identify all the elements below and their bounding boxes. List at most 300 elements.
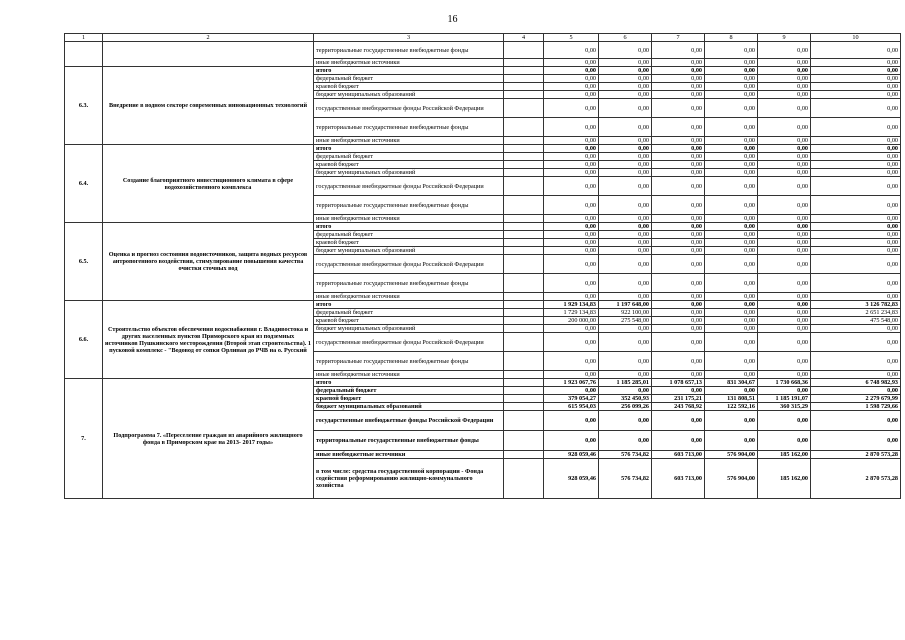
amount-cell: 0,00	[705, 247, 758, 255]
amount-cell: 0,00	[705, 255, 758, 274]
amount-cell: 0,00	[758, 153, 811, 161]
funding-source: территориальные государственные внебюджетные фонды	[314, 431, 504, 451]
amount-cell: 0,00	[652, 293, 705, 301]
amount-cell: 0,00	[758, 431, 811, 451]
amount-cell: 0,00	[652, 153, 705, 161]
funding-source: итого	[314, 145, 504, 153]
amount-cell: 0,00	[599, 223, 652, 231]
amount-cell: 0,00	[544, 99, 599, 118]
amount-cell: 0,00	[705, 274, 758, 293]
amount-cell: 0,00	[599, 231, 652, 239]
amount-cell: 0,00	[652, 42, 705, 59]
funding-source: итого	[314, 379, 504, 387]
item-code: 6.5.	[65, 223, 103, 301]
amount-cell: 0,00	[544, 118, 599, 137]
amount-cell: 0,00	[599, 177, 652, 196]
amount-cell: 0,00	[758, 325, 811, 333]
amount-cell: 0,00	[599, 387, 652, 395]
amount-cell: 1 185 191,07	[758, 395, 811, 403]
amount-cell: 1 197 648,00	[599, 301, 652, 309]
amount-cell: 0,00	[544, 215, 599, 223]
amount-cell: 0,00	[544, 42, 599, 59]
column-4-cell	[504, 403, 544, 411]
amount-cell: 0,00	[758, 137, 811, 145]
item-title: Подпрограмма 7. «Переселение граждан из аварийного жилищного фонда в Приморском крае на 2013- 2017 годы»	[103, 379, 314, 499]
column-number: 7	[652, 34, 705, 42]
funding-source: государственные внебюджетные фонды Российской Федерации	[314, 177, 504, 196]
amount-cell: 243 768,92	[652, 403, 705, 411]
column-4-cell	[504, 161, 544, 169]
column-4-cell	[504, 352, 544, 371]
amount-cell: 0,00	[544, 223, 599, 231]
amount-cell: 0,00	[544, 325, 599, 333]
column-4-cell	[504, 333, 544, 352]
amount-cell: 0,00	[652, 118, 705, 137]
funding-source: федеральный бюджет	[314, 153, 504, 161]
amount-cell: 615 954,03	[544, 403, 599, 411]
amount-cell: 1 929 134,83	[544, 301, 599, 309]
amount-cell: 0,00	[652, 161, 705, 169]
amount-cell: 3 126 782,83	[811, 301, 901, 309]
amount-cell: 0,00	[652, 325, 705, 333]
column-number: 9	[758, 34, 811, 42]
amount-cell: 0,00	[599, 75, 652, 83]
amount-cell: 0,00	[544, 196, 599, 215]
amount-cell: 0,00	[544, 431, 599, 451]
column-number: 8	[705, 34, 758, 42]
funding-source: бюджет муниципальных образований	[314, 169, 504, 177]
amount-cell: 928 059,46	[544, 451, 599, 459]
amount-cell: 0,00	[652, 255, 705, 274]
amount-cell: 0,00	[811, 99, 901, 118]
funding-source: в том числе: средства государственной корпорации - Фонда содействия реформированию жилищно-коммунального хозяйства	[314, 459, 504, 499]
column-4-cell	[504, 301, 544, 309]
funding-table	[64, 33, 901, 499]
amount-cell: 0,00	[652, 411, 705, 431]
amount-cell: 0,00	[544, 67, 599, 75]
amount-cell: 928 059,46	[544, 459, 599, 499]
column-4-cell	[504, 67, 544, 75]
amount-cell: 0,00	[599, 431, 652, 451]
amount-cell: 1 185 285,01	[599, 379, 652, 387]
amount-cell: 0,00	[705, 99, 758, 118]
item-title: Внедрение в водном секторе современных инновационных технологий	[103, 67, 314, 145]
amount-cell: 0,00	[652, 352, 705, 371]
funding-source: государственные внебюджетные фонды Российской Федерации	[314, 411, 504, 431]
amount-cell: 0,00	[758, 293, 811, 301]
amount-cell: 0,00	[758, 118, 811, 137]
funding-source: краевой бюджет	[314, 317, 504, 325]
amount-cell: 831 304,67	[705, 379, 758, 387]
funding-source: федеральный бюджет	[314, 309, 504, 317]
amount-cell: 0,00	[758, 231, 811, 239]
amount-cell: 0,00	[599, 59, 652, 67]
amount-cell: 0,00	[652, 317, 705, 325]
amount-cell: 275 548,00	[599, 317, 652, 325]
amount-cell: 2 870 573,28	[811, 459, 901, 499]
amount-cell: 0,00	[705, 223, 758, 231]
amount-cell: 0,00	[599, 67, 652, 75]
amount-cell: 0,00	[705, 411, 758, 431]
amount-cell: 0,00	[652, 431, 705, 451]
column-4-cell	[504, 411, 544, 431]
funding-source: итого	[314, 67, 504, 75]
funding-source: территориальные государственные внебюджетные фонды	[314, 352, 504, 371]
funding-source: итого	[314, 223, 504, 231]
column-4-cell	[504, 387, 544, 395]
item-title: Оценка и прогноз состояния водоисточников, защита водных ресурсов антропогенного воздействия, стимулирование повышения качества очистки сточных вод	[103, 223, 314, 301]
amount-cell: 0,00	[758, 223, 811, 231]
column-4-cell	[504, 239, 544, 247]
table-row	[65, 379, 901, 387]
amount-cell: 0,00	[599, 333, 652, 352]
amount-cell: 0,00	[758, 411, 811, 431]
table-body	[65, 34, 901, 499]
column-4-cell	[504, 91, 544, 99]
amount-cell: 0,00	[811, 83, 901, 91]
amount-cell: 0,00	[652, 387, 705, 395]
funding-source: территориальные государственные внебюджетные фонды	[314, 118, 504, 137]
funding-source: государственные внебюджетные фонды Российской Федерации	[314, 333, 504, 352]
amount-cell: 0,00	[599, 215, 652, 223]
amount-cell: 0,00	[652, 91, 705, 99]
amount-cell: 2 279 679,99	[811, 395, 901, 403]
amount-cell: 0,00	[758, 239, 811, 247]
amount-cell: 0,00	[544, 274, 599, 293]
amount-cell: 0,00	[544, 293, 599, 301]
amount-cell: 0,00	[599, 352, 652, 371]
amount-cell: 6 748 982,93	[811, 379, 901, 387]
amount-cell: 0,00	[705, 67, 758, 75]
amount-cell: 576 904,00	[705, 451, 758, 459]
amount-cell: 122 592,16	[705, 403, 758, 411]
amount-cell: 0,00	[811, 325, 901, 333]
amount-cell: 0,00	[705, 145, 758, 153]
amount-cell: 0,00	[705, 301, 758, 309]
amount-cell: 200 000,00	[544, 317, 599, 325]
item-title	[103, 42, 314, 67]
column-4-cell	[504, 215, 544, 223]
amount-cell: 0,00	[811, 387, 901, 395]
amount-cell: 0,00	[811, 215, 901, 223]
amount-cell: 0,00	[758, 169, 811, 177]
amount-cell: 0,00	[652, 371, 705, 379]
column-4-cell	[504, 118, 544, 137]
column-number: 1	[65, 34, 103, 42]
amount-cell: 0,00	[599, 83, 652, 91]
amount-cell: 0,00	[544, 153, 599, 161]
amount-cell: 0,00	[705, 177, 758, 196]
funding-source: федеральный бюджет	[314, 75, 504, 83]
column-4-cell	[504, 379, 544, 387]
amount-cell: 0,00	[811, 137, 901, 145]
table-row	[65, 223, 901, 231]
amount-cell: 0,00	[758, 352, 811, 371]
amount-cell: 0,00	[544, 371, 599, 379]
column-4-cell	[504, 431, 544, 451]
amount-cell: 0,00	[705, 161, 758, 169]
funding-source: иные внебюджетные источники	[314, 215, 504, 223]
column-4-cell	[504, 196, 544, 215]
table-row	[65, 42, 901, 59]
funding-source: иные внебюджетные источники	[314, 451, 504, 459]
amount-cell: 0,00	[705, 169, 758, 177]
column-4-cell	[504, 371, 544, 379]
amount-cell: 0,00	[758, 255, 811, 274]
amount-cell: 0,00	[652, 169, 705, 177]
amount-cell: 0,00	[705, 317, 758, 325]
amount-cell: 0,00	[758, 247, 811, 255]
amount-cell: 0,00	[811, 161, 901, 169]
amount-cell: 0,00	[652, 59, 705, 67]
amount-cell: 0,00	[758, 274, 811, 293]
amount-cell: 0,00	[599, 153, 652, 161]
amount-cell: 0,00	[758, 215, 811, 223]
amount-cell: 0,00	[811, 67, 901, 75]
amount-cell: 0,00	[705, 153, 758, 161]
amount-cell: 0,00	[599, 239, 652, 247]
amount-cell: 0,00	[705, 431, 758, 451]
amount-cell: 0,00	[758, 309, 811, 317]
amount-cell: 0,00	[652, 247, 705, 255]
amount-cell: 352 450,93	[599, 395, 652, 403]
funding-source: территориальные государственные внебюджетные фонды	[314, 274, 504, 293]
amount-cell: 256 099,26	[599, 403, 652, 411]
amount-cell: 0,00	[705, 231, 758, 239]
amount-cell: 1 923 067,76	[544, 379, 599, 387]
amount-cell: 0,00	[652, 215, 705, 223]
column-number: 5	[544, 34, 599, 42]
amount-cell: 0,00	[599, 118, 652, 137]
amount-cell: 0,00	[599, 91, 652, 99]
amount-cell: 0,00	[705, 91, 758, 99]
funding-source: итого	[314, 301, 504, 309]
column-4-cell	[504, 59, 544, 67]
amount-cell: 0,00	[758, 387, 811, 395]
column-4-cell	[504, 145, 544, 153]
funding-source: краевой бюджет	[314, 161, 504, 169]
amount-cell: 0,00	[544, 91, 599, 99]
amount-cell: 0,00	[758, 75, 811, 83]
amount-cell: 1 729 134,83	[544, 309, 599, 317]
funding-source: территориальные государственные внебюджетные фонды	[314, 196, 504, 215]
amount-cell: 0,00	[758, 177, 811, 196]
amount-cell: 0,00	[599, 99, 652, 118]
funding-source: федеральный бюджет	[314, 231, 504, 239]
amount-cell: 0,00	[544, 352, 599, 371]
amount-cell: 0,00	[811, 75, 901, 83]
amount-cell: 0,00	[811, 196, 901, 215]
column-4-cell	[504, 83, 544, 91]
amount-cell: 0,00	[758, 42, 811, 59]
amount-cell: 131 808,51	[705, 395, 758, 403]
amount-cell: 0,00	[652, 99, 705, 118]
amount-cell: 0,00	[758, 67, 811, 75]
table-row	[65, 145, 901, 153]
column-4-cell	[504, 325, 544, 333]
amount-cell: 0,00	[811, 118, 901, 137]
column-4-cell	[504, 169, 544, 177]
amount-cell: 0,00	[652, 239, 705, 247]
amount-cell: 0,00	[705, 75, 758, 83]
column-4-cell	[504, 274, 544, 293]
amount-cell: 0,00	[599, 161, 652, 169]
funding-source: бюджет муниципальных образований	[314, 325, 504, 333]
column-number: 3	[314, 34, 504, 42]
amount-cell: 0,00	[599, 274, 652, 293]
amount-cell: 922 100,00	[599, 309, 652, 317]
table-row	[65, 67, 901, 75]
column-4-cell	[504, 153, 544, 161]
amount-cell: 603 713,00	[652, 459, 705, 499]
column-4-cell	[504, 459, 544, 499]
amount-cell: 0,00	[758, 371, 811, 379]
amount-cell: 0,00	[811, 223, 901, 231]
amount-cell: 0,00	[811, 59, 901, 67]
funding-source: бюджет муниципальных образований	[314, 403, 504, 411]
amount-cell: 0,00	[758, 161, 811, 169]
amount-cell: 0,00	[652, 137, 705, 145]
amount-cell: 0,00	[811, 255, 901, 274]
amount-cell: 0,00	[599, 42, 652, 59]
amount-cell: 0,00	[599, 293, 652, 301]
amount-cell: 0,00	[758, 196, 811, 215]
funding-source: государственные внебюджетные фонды Российской Федерации	[314, 99, 504, 118]
amount-cell: 0,00	[599, 255, 652, 274]
funding-source: иные внебюджетные источники	[314, 293, 504, 301]
amount-cell: 0,00	[811, 333, 901, 352]
item-code: 6.6.	[65, 301, 103, 379]
column-number: 2	[103, 34, 314, 42]
amount-cell: 0,00	[652, 177, 705, 196]
amount-cell: 2 651 234,83	[811, 309, 901, 317]
amount-cell: 2 870 573,28	[811, 451, 901, 459]
amount-cell: 0,00	[705, 118, 758, 137]
item-title: Создание благоприятного инвестиционного климата в сфере водохозяйственного комплекса	[103, 145, 314, 223]
amount-cell: 0,00	[652, 301, 705, 309]
amount-cell: 0,00	[811, 91, 901, 99]
amount-cell: 0,00	[544, 83, 599, 91]
amount-cell: 0,00	[811, 247, 901, 255]
amount-cell: 0,00	[705, 352, 758, 371]
amount-cell: 185 162,00	[758, 459, 811, 499]
funding-source: краевой бюджет	[314, 239, 504, 247]
amount-cell: 0,00	[758, 317, 811, 325]
amount-cell: 0,00	[758, 333, 811, 352]
amount-cell: 0,00	[811, 411, 901, 431]
amount-cell: 0,00	[705, 215, 758, 223]
amount-cell: 0,00	[705, 196, 758, 215]
amount-cell: 0,00	[811, 274, 901, 293]
amount-cell: 0,00	[599, 145, 652, 153]
amount-cell: 0,00	[811, 231, 901, 239]
amount-cell: 0,00	[652, 309, 705, 317]
amount-cell: 0,00	[652, 223, 705, 231]
column-4-cell	[504, 42, 544, 59]
amount-cell: 1 730 668,36	[758, 379, 811, 387]
column-4-cell	[504, 75, 544, 83]
column-number-row	[65, 34, 901, 42]
amount-cell: 0,00	[544, 255, 599, 274]
column-4-cell	[504, 451, 544, 459]
amount-cell: 0,00	[544, 231, 599, 239]
amount-cell: 0,00	[811, 239, 901, 247]
funding-source: территориальные государственные внебюджетные фонды	[314, 42, 504, 59]
amount-cell: 0,00	[544, 59, 599, 67]
amount-cell: 0,00	[599, 137, 652, 145]
funding-source: иные внебюджетные источники	[314, 371, 504, 379]
amount-cell: 0,00	[652, 196, 705, 215]
item-code: 7.	[65, 379, 103, 499]
item-code	[65, 42, 103, 67]
item-code: 6.4.	[65, 145, 103, 223]
amount-cell: 0,00	[544, 239, 599, 247]
amount-cell: 0,00	[705, 387, 758, 395]
column-4-cell	[504, 137, 544, 145]
amount-cell: 0,00	[599, 325, 652, 333]
amount-cell: 603 713,00	[652, 451, 705, 459]
funding-source: федеральный бюджет	[314, 387, 504, 395]
amount-cell: 360 315,29	[758, 403, 811, 411]
funding-source: иные внебюджетные источники	[314, 59, 504, 67]
amount-cell: 0,00	[705, 309, 758, 317]
amount-cell: 0,00	[544, 161, 599, 169]
item-title: Строительство объектов обеспечения водоснабжения г. Владивостока и других населенных пунктов Приморского края из подземных источников Пушкинского месторождения (Второй этап строительства). 1 пусковой комплекс - "Водовод от сопки Орлиная до РЧВ на о. Русский	[103, 301, 314, 379]
amount-cell: 0,00	[599, 196, 652, 215]
funding-source: краевой бюджет	[314, 83, 504, 91]
amount-cell: 0,00	[652, 67, 705, 75]
amount-cell: 0,00	[758, 59, 811, 67]
amount-cell: 0,00	[652, 231, 705, 239]
column-number: 10	[811, 34, 901, 42]
column-4-cell	[504, 177, 544, 196]
amount-cell: 0,00	[544, 387, 599, 395]
amount-cell: 0,00	[811, 177, 901, 196]
amount-cell: 0,00	[758, 99, 811, 118]
amount-cell: 0,00	[705, 59, 758, 67]
amount-cell: 0,00	[652, 83, 705, 91]
amount-cell: 0,00	[811, 352, 901, 371]
funding-source: бюджет муниципальных образований	[314, 91, 504, 99]
column-4-cell	[504, 395, 544, 403]
amount-cell: 0,00	[652, 145, 705, 153]
amount-cell: 0,00	[652, 333, 705, 352]
amount-cell: 0,00	[705, 83, 758, 91]
column-4-cell	[504, 317, 544, 325]
amount-cell: 0,00	[599, 247, 652, 255]
amount-cell: 0,00	[544, 145, 599, 153]
column-number: 6	[599, 34, 652, 42]
amount-cell: 0,00	[652, 274, 705, 293]
column-4-cell	[504, 247, 544, 255]
amount-cell: 0,00	[811, 169, 901, 177]
column-4-cell	[504, 255, 544, 274]
amount-cell: 0,00	[705, 371, 758, 379]
amount-cell: 0,00	[599, 371, 652, 379]
column-number: 4	[504, 34, 544, 42]
amount-cell: 576 734,82	[599, 459, 652, 499]
amount-cell: 0,00	[544, 75, 599, 83]
amount-cell: 0,00	[705, 333, 758, 352]
amount-cell: 576 734,82	[599, 451, 652, 459]
amount-cell: 0,00	[544, 177, 599, 196]
amount-cell: 1 078 657,13	[652, 379, 705, 387]
amount-cell: 0,00	[705, 42, 758, 59]
amount-cell: 0,00	[811, 42, 901, 59]
table-row	[65, 301, 901, 309]
funding-source: государственные внебюджетные фонды Российской Федерации	[314, 255, 504, 274]
amount-cell: 231 175,21	[652, 395, 705, 403]
